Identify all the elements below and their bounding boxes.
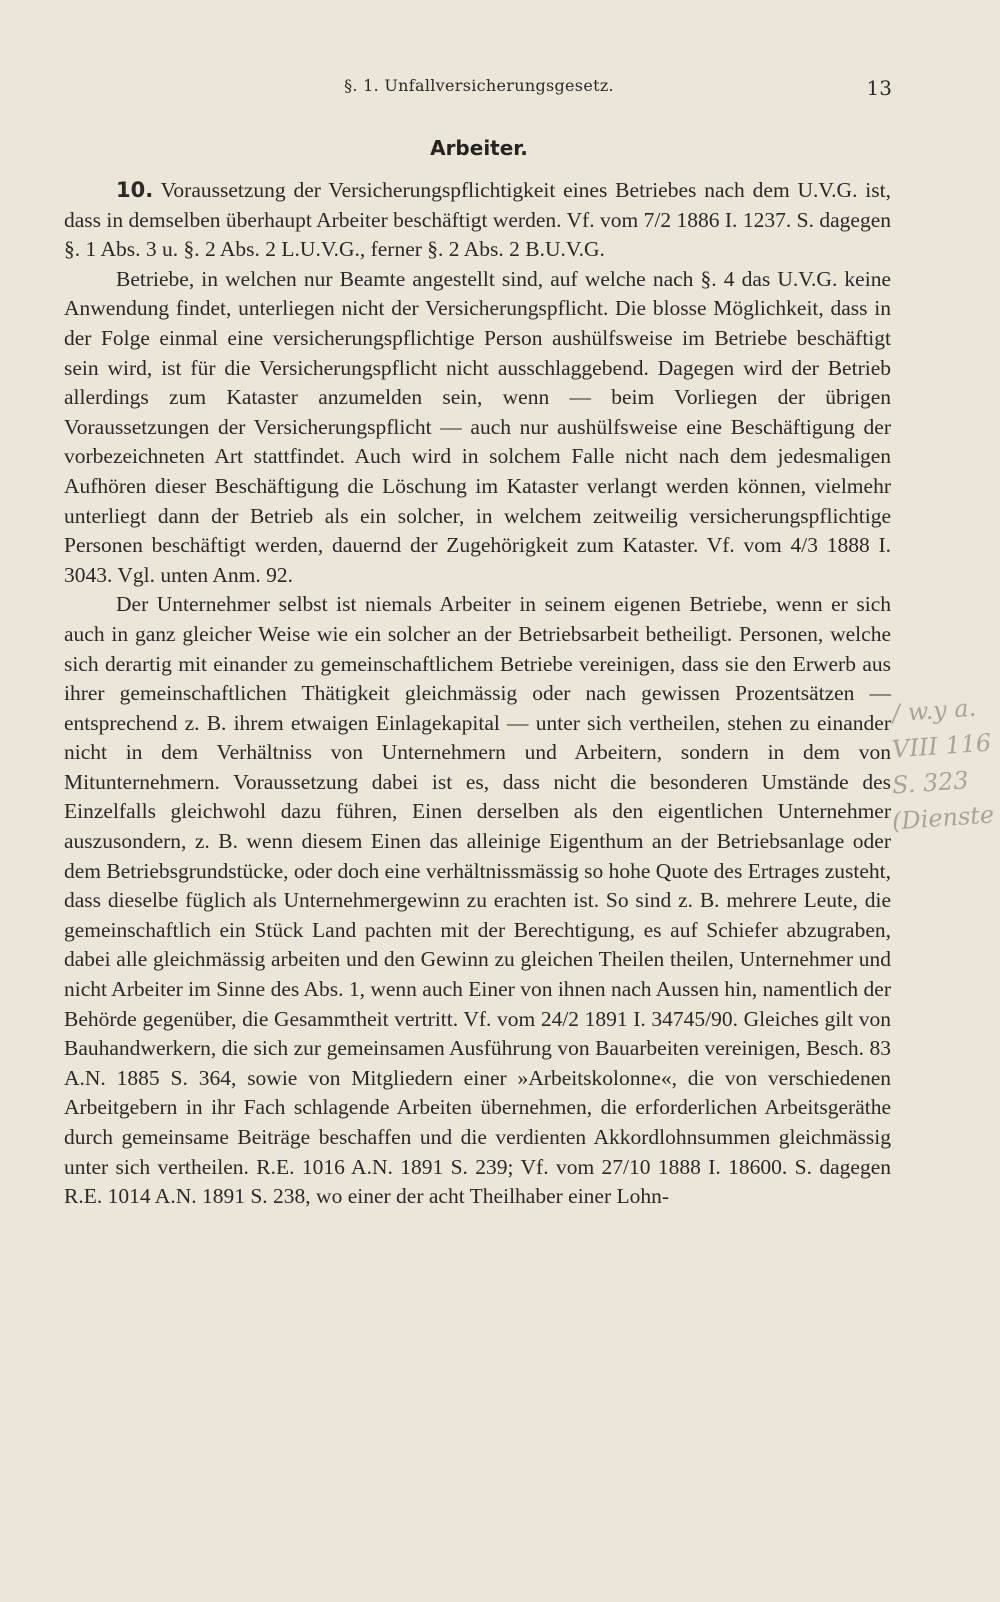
running-head — [66, 72, 892, 102]
section-heading: Arbeiter. — [430, 136, 528, 160]
handwritten-margin-notes — [891, 692, 995, 836]
page-number: 13 — [866, 76, 892, 100]
margin-note: (Dienste — [891, 800, 995, 836]
running-title: §. 1. Unfallversicherungsgesetz. — [344, 76, 614, 95]
paragraph-number: 10. — [116, 178, 154, 202]
paragraph-10 — [64, 176, 891, 265]
margin-note: VIII 116 — [891, 728, 993, 764]
paragraph-text: Voraussetzung der Versicherungspflichtigkeit eines Betriebes nach dem U.V.G. ist, dass in demselben überhaupt Arbeiter beschäftigt werden. Vf. vom 7/2 1886 I. 1237. S. dagegen §. 1 Abs. 3 u. §. 2 Abs. 2 L.U.V.G., ferner §. 2 Abs. 2 B.U.V.G. — [64, 178, 891, 262]
margin-note: S. 323 — [891, 766, 970, 800]
paragraph-unternehmer: Der Unternehmer selbst ist niemals Arbeiter in seinem eigenen Betriebe, wenn er sich auch in ganz gleicher Weise wie ein solcher an der Betriebsarbeit betheiligt. Personen, welche sich derartig mit einander zu gemeinschaftlichem Betriebe vereinigen, dass sie den Erwerb aus ihrer gemeinschaftlichen Thätigkeit gleichmässig oder nach gewissen Prozentsätzen — entsprechend z. B. ihrem etwaigen Einlagekapital — unter sich vertheilen, stehen zu einander nicht in dem Verhältniss von Unternehmern und Arbeitern, sondern in dem von Mitunternehmern. Voraussetzung dabei ist es, dass nicht die besonderen Umstände des Einzelfalls gleichwohl dazu führen, Einen derselben als den eigentlichen Unternehmer auszusondern, z. B. wenn diesem Einen das alleinige Eigenthum an der Betriebsanlage oder dem Betriebsgrundstücke, oder doch eine verhältnissmässig so hohe Quote des Ertrages zusteht, dass dieselbe füglich als Unternehmergewinn zu erachten ist. So sind z. B. mehrere Leute, die gemeinschaftlich ein Stück Land pachten mit der Berechtigung, es auf Schiefer abzugraben, dabei alle gleichmässig arbeiten und den Gewinn zu gleichen Theilen theilen, Unternehmer und nicht Arbeiter im Sinne des Abs. 1, wenn auch Einer von ihnen nach Aussen hin, namentlich der Behörde gegenüber, die Gesammtheit vertritt. Vf. vom 24/2 1891 I. 34745/90. Gleiches gilt von Bauhandwerkern, die sich zur gemeinsamen Ausführung von Bauarbeiten vereinigen, Besch. 83 A.N. 1885 S. 364, sowie von Mitgliedern einer »Arbeitskolonne«, die von verschiedenen Arbeitgebern in ihr Fach schlagende Arbeiten übernehmen, die erforderlichen Arbeitsgeräthe durch gemeinsame Beiträge beschaffen und die verdienten Akkordlohnsummen gleichmässig unter sich vertheilen. R.E. 1016 A.N. 1891 S. 239; Vf. vom 27/10 1888 I. 18600. S. dagegen R.E. 1014 A.N. 1891 S. 238, wo einer der acht Theilhaber einer Lohn- — [64, 592, 891, 1209]
paragraph-beamte: Betriebe, in welchen nur Beamte angestellt sind, auf welche nach §. 4 das U.V.G. keine Anwendung findet, unterliegen nicht der Versicherungspflicht. Die blosse Möglichkeit, dass in der Folge einmal eine versicherungspflichtige Person aushülfsweise im Betriebe beschäftigt sein wird, ist für die Versicherungspflicht nicht ausschlaggebend. Dagegen wird der Betrieb allerdings zum Kataster anzumelden sein, wenn — beim Vorliegen der übrigen Voraussetzungen der Versicherungspflicht — auch nur aushülfsweise eine Beschäftigung der vorbezeichneten Art stattfindet. Auch wird in solchem Falle nicht nach dem jedesmaligen Aufhören dieser Beschäftigung die Löschung im Kataster verlangt werden können, vielmehr unterliegt dann der Betrieb als ein solcher, in welchem zeitweilig versicherungspflichtige Personen beschäftigt werden, dauernd der Zugehörigkeit zum Kataster. Vf. vom 4/3 1888 I. 3043. Vgl. unten Anm. 92. — [64, 266, 891, 587]
margin-note: / w.y a. — [891, 693, 978, 728]
body-text — [64, 176, 891, 1212]
